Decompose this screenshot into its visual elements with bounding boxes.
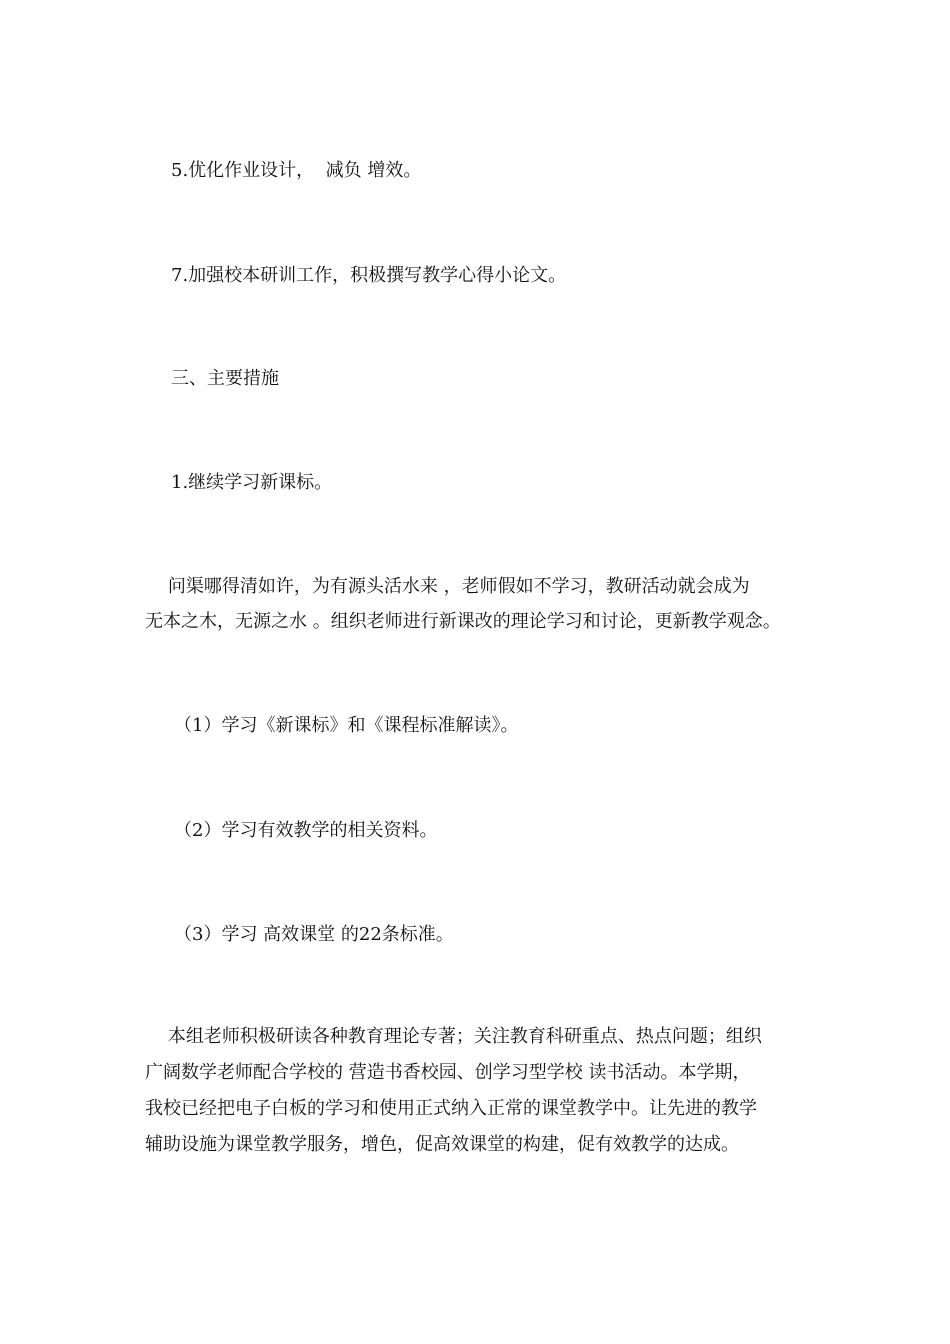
paragraph-line: 我校已经把电子白板的学习和使用正式纳入正常的课堂教学中。让先进的教学 — [145, 1098, 757, 1119]
study-item-2: （2）学习有效教学的相关资料。 — [174, 820, 438, 841]
paragraph-line: 广阔数学老师配合学校的 营造书香校园、创学习型学校 读书活动。本学期， — [145, 1062, 751, 1083]
goal-item-7: 7.加强校本研训工作，积极撰写教学心得小论文。 — [171, 265, 567, 286]
measure-1-title: 1.继续学习新课标。 — [171, 472, 333, 493]
paragraph-line: 本组老师积极研读各种教育理论专著；关注教育科研重点、热点问题；组织 — [145, 1026, 762, 1047]
goal-item-5: 5.优化作业设计， 减负 增效。 — [171, 160, 422, 181]
study-item-3: （3）学习 高效课堂 的22条标准。 — [174, 924, 454, 945]
paragraph-line: 辅助设施为课堂教学服务，增色，促高效课堂的构建，促有效教学的达成。 — [145, 1134, 739, 1155]
paragraph-line: 无本之木，无源之水 。组织老师进行新课改的理论学习和讨论，更新教学观念。 — [145, 611, 781, 632]
paragraph-line: 问渠哪得清如许，为有源头活水来 ，老师假如不学习，教研活动就会成为 — [145, 576, 750, 597]
study-item-1: （1）学习《新课标》和《课程标准解读》。 — [174, 715, 519, 736]
section-heading: 三、主要措施 — [171, 368, 279, 389]
